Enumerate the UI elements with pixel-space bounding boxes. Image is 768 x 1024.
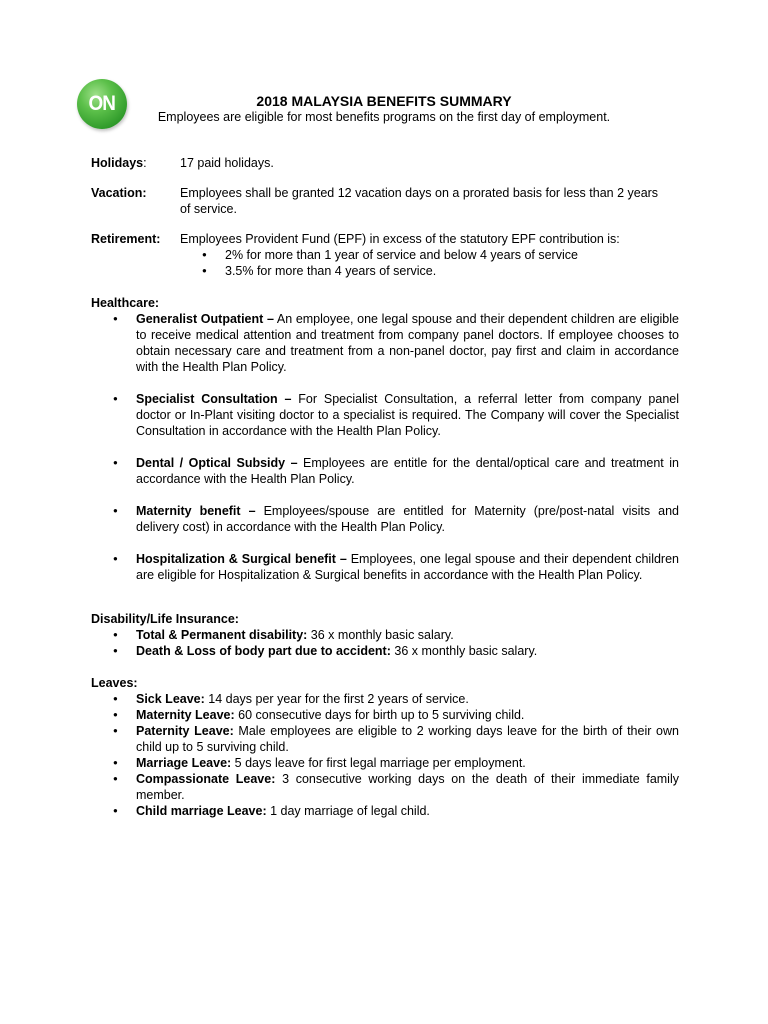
vacation-text: Employees shall be granted 12 vacation days on a prorated basis for less than 2 years of service. bbox=[180, 186, 659, 216]
list-item: ● Generalist Outpatient – An employee, one legal spouse and their dependent children are eligible to receive medical attention and treatment from company panel doctors. If employee chooses to obtain necessary care and treatment from a non-panel doctor, pay first and claim in accordance with the Health Plan Policy. bbox=[91, 311, 679, 375]
holidays-row bbox=[91, 155, 679, 171]
list-item: ● Maternity Leave: 60 consecutive days for birth up to 5 surviving child. bbox=[91, 707, 679, 723]
vacation-label: Vacation: bbox=[91, 186, 147, 200]
document-subtitle: Employees are eligible for most benefits programs on the first day of employment. bbox=[157, 110, 611, 124]
vacation-row bbox=[91, 185, 679, 217]
list-item: ● 2% for more than 1 year of service and below 4 years of service bbox=[180, 247, 679, 263]
disability-title: Disability/Life Insurance: bbox=[91, 612, 239, 626]
holidays-label: Holidays: bbox=[91, 156, 147, 170]
retirement-text: Employees Provident Fund (EPF) in excess of the statutory EPF contribution is: bbox=[180, 232, 620, 246]
list-item: ● Maternity benefit – Employees/spouse are entitled for Maternity (pre/post-natal visits and delivery cost) in accordance with the Health Plan Policy. bbox=[91, 503, 679, 535]
leaves-list bbox=[91, 691, 679, 819]
healthcare-list bbox=[91, 311, 679, 583]
list-item: ● Total & Permanent disability: 36 x monthly basic salary. bbox=[91, 627, 679, 643]
list-item: ● Child marriage Leave: 1 day marriage of legal child. bbox=[91, 803, 679, 819]
list-item: ● 3.5% for more than 4 years of service. bbox=[180, 263, 679, 279]
logo-text: ON bbox=[88, 92, 116, 115]
list-item: ● Marriage Leave: 5 days leave for first legal marriage per employment. bbox=[91, 755, 679, 771]
retirement-bullets bbox=[180, 247, 679, 279]
list-item: ● Specialist Consultation – For Specialist Consultation, a referral letter from company panel doctor or In-Plant visiting doctor to a specialist is required. The Company will cover the Specialist Consultation in accordance with the Health Plan Policy. bbox=[91, 391, 679, 439]
healthcare-title: Healthcare: bbox=[91, 296, 160, 310]
document-title: 2018 MALAYSIA BENEFITS SUMMARY bbox=[256, 93, 512, 109]
leaves-title: Leaves: bbox=[91, 676, 138, 690]
holidays-text: 17 paid holidays. bbox=[180, 156, 274, 170]
list-item: ● Dental / Optical Subsidy – Employees are entitle for the dental/optical care and treatment in accordance with the Health Plan Policy. bbox=[91, 455, 679, 487]
list-item: ● Death & Loss of body part due to accident: 36 x monthly basic salary. bbox=[91, 643, 679, 659]
disability-list bbox=[91, 627, 679, 659]
retirement-label: Retirement: bbox=[91, 232, 161, 246]
retirement-row bbox=[91, 231, 679, 279]
list-item: ● Hospitalization & Surgical benefit – Employees, one legal spouse and their dependent children are eligible for Hospitalization & Surgical benefits in accordance with the Health Plan Policy. bbox=[91, 551, 679, 583]
list-item: ● Compassionate Leave: 3 consecutive working days on the death of their immediate family member. bbox=[91, 771, 679, 803]
list-item: ● Paternity Leave: Male employees are eligible to 2 working days leave for the birth of their own child up to 5 surviving child. bbox=[91, 723, 679, 755]
list-item: ● Sick Leave: 14 days per year for the first 2 years of service. bbox=[91, 691, 679, 707]
document-body bbox=[91, 155, 679, 819]
